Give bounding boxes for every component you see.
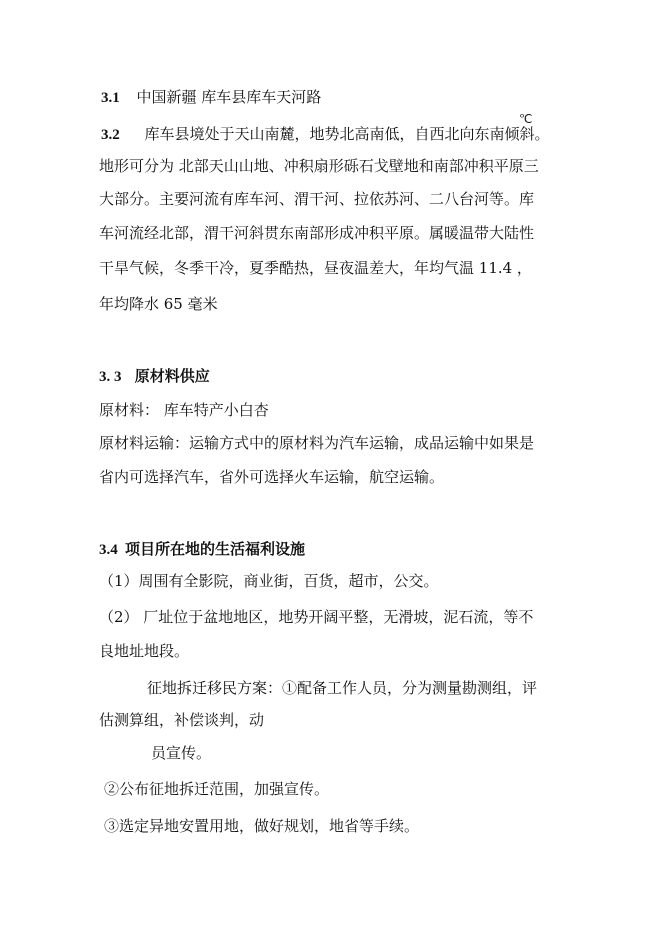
section-3-2-line-1: 库车县境处于天山南麓，地势北高南低，自西北向东南倾斜。 (144, 125, 550, 143)
section-3-2-line-2: 地形可分为 北部天山山地、冲积扇形砾石戈壁地和南部冲积平原三 (99, 157, 539, 175)
section-3-4-line-5: 估测算组，补偿谈判，动 (99, 711, 265, 729)
section-3-1-text: 中国新疆 库车县库车天河路 (136, 88, 322, 106)
section-3-3-number: 3. 3 (99, 369, 122, 385)
section-3-2-line-3: 大部分。主要河流有库车河、渭干河、拉依苏河、二八台河等。库 (99, 190, 535, 208)
section-3-3-line-1: 原材料： 库车特产小白杏 (99, 401, 269, 419)
section-3-1 (101, 87, 321, 108)
section-3-2-number: 3.2 (101, 127, 120, 143)
section-3-3-line-3: 省内可选择汽车，省外可选择火车运输，航空运输。 (99, 468, 445, 486)
section-3-3-heading (99, 366, 210, 387)
section-3-2-first-line (101, 124, 550, 145)
section-3-2-line-4: 车河流经北部，渭干河斜贯东南部形成冲积平原。属暖温带大陆性 (99, 224, 535, 242)
section-3-4-line-4: 征地拆迁移民方案：①配备工作人员，分为测量勘测组，评 (147, 679, 538, 697)
section-3-4-line-7: ②公布征地拆迁范围，加强宣传。 (104, 780, 330, 798)
section-3-4-title: 项目所在地的生活福利设施 (124, 540, 305, 558)
degree-symbol: ℃ (519, 112, 533, 126)
section-3-4-heading (99, 539, 305, 560)
section-3-4-number: 3.4 (99, 542, 118, 558)
section-3-4-line-8: ③选定异地安置用地，做好规划，地省等手续。 (104, 817, 420, 835)
section-3-4-line-2: （2） 厂址位于盆地地区，地势开阔平整，无滑坡，泥石流，等不 (99, 608, 534, 626)
section-3-1-number: 3.1 (101, 90, 120, 106)
section-3-4-line-6: 员宣传。 (151, 744, 212, 762)
section-3-2-line-6: 年均降水 65 毫米 (99, 295, 218, 313)
section-3-3-title: 原材料供应 (134, 367, 210, 385)
section-3-4-line-3: 良地址地段。 (99, 642, 190, 660)
section-3-2-line-5: 干旱气候，冬季干冷，夏季酷热，昼夜温差大，年均气温 11.4 ， (99, 259, 532, 277)
section-3-4-line-1: （1）周围有全影院，商业街，百货，超市，公交。 (99, 572, 439, 590)
section-3-3-line-2: 原材料运输：运输方式中的原材料为汽车运输，成品运输中如果是 (99, 434, 535, 452)
